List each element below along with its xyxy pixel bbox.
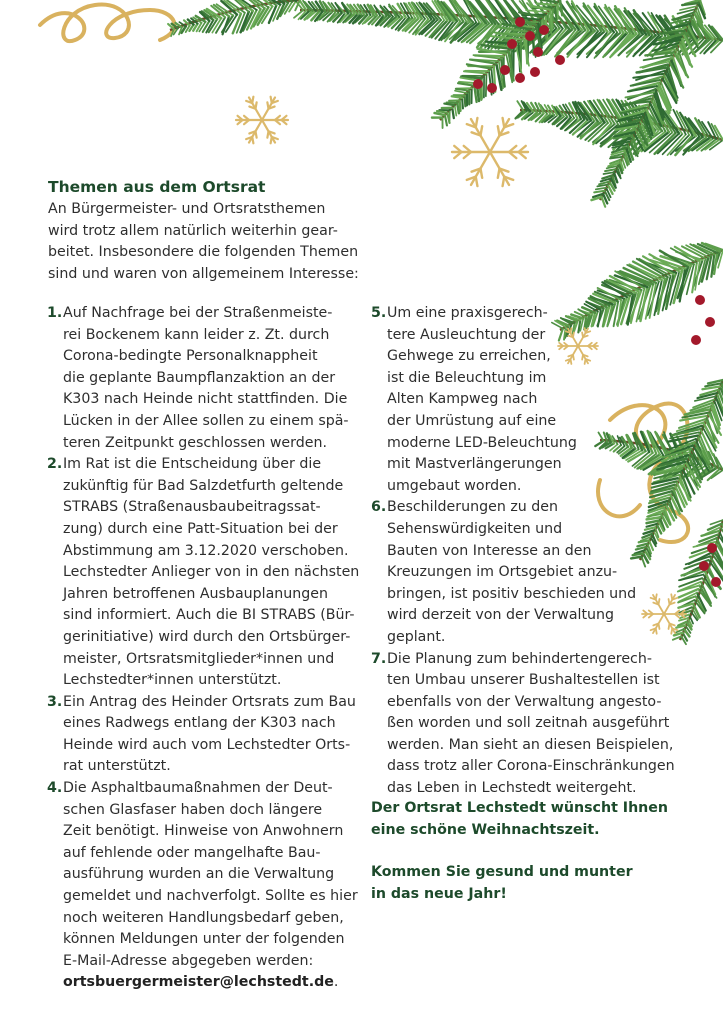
berry bbox=[691, 335, 701, 345]
item-text-line: gemeldet und nachverfolgt. Sollte es hier bbox=[63, 888, 358, 905]
item-text-line: tere Ausleuchtung der bbox=[387, 326, 546, 343]
item-text-line: ten Umbau unserer Bushaltestellen ist bbox=[387, 672, 660, 689]
email-address-link[interactable]: ortsbuergermeister@lechstedt.de bbox=[63, 974, 334, 991]
item-text-line: zukünftig für Bad Salzdetfurth geltende bbox=[63, 477, 344, 494]
gold-snowflake-icon bbox=[236, 97, 288, 144]
item-text-line: werden. Man sieht an diesen Beispielen, bbox=[387, 736, 674, 753]
section-heading: Themen aus dem Ortsrat bbox=[48, 178, 266, 196]
item-text-line: dass trotz aller Corona-Einschränkungen bbox=[387, 758, 675, 775]
berry bbox=[530, 67, 540, 77]
item-text-line: der Umrüstung auf eine bbox=[387, 412, 557, 429]
intro-paragraph bbox=[48, 199, 360, 285]
email-line bbox=[63, 972, 359, 994]
berry bbox=[695, 295, 705, 305]
item-number: 6. bbox=[371, 499, 387, 516]
item-text-line: wird derzeit von der Verwaltung bbox=[387, 607, 615, 624]
new-year-wish bbox=[371, 862, 633, 905]
item-number: 1. bbox=[47, 305, 63, 321]
topic-item bbox=[371, 649, 675, 800]
item-text-line: Die Asphaltbaumaßnahmen der Deut- bbox=[63, 780, 333, 797]
topic-item bbox=[47, 692, 359, 778]
item-text-line: Die Planung zum behindertengerech- bbox=[387, 650, 652, 667]
berry bbox=[507, 39, 517, 49]
item-text-line: umgebaut worden. bbox=[387, 477, 522, 494]
item-text-line: die geplante Baumpflanzaktion an der bbox=[63, 369, 336, 386]
item-text-line: Bauten von Interesse an den bbox=[387, 542, 592, 559]
item-text-line: Lechstedter*innen unterstützt. bbox=[63, 672, 282, 689]
item-text-line: rei Bockenem kann leider z. Zt. durch bbox=[63, 326, 330, 343]
new-year-line: Kommen Sie gesund und munter bbox=[371, 864, 633, 880]
intro-line: sind und waren von allgemeinem Interesse: bbox=[48, 265, 359, 282]
item-number: 2. bbox=[47, 456, 63, 473]
berry bbox=[487, 83, 497, 93]
item-text-line: Beschilderungen zu den bbox=[387, 499, 558, 516]
item-text-line: geplant. bbox=[387, 628, 446, 645]
item-text-line: ist die Beleuchtung im bbox=[387, 369, 547, 386]
berry bbox=[500, 65, 510, 75]
item-text-line: noch weiteren Handlungsbedarf geben, bbox=[63, 909, 344, 926]
item-text-line: rat unterstützt. bbox=[63, 758, 171, 775]
item-text-line: Um eine praxisgerech- bbox=[387, 305, 548, 321]
item-text-line: schen Glasfaser haben doch längere bbox=[63, 801, 323, 818]
berry bbox=[707, 543, 717, 553]
wish-line: eine schöne Weihnachtszeit. bbox=[371, 821, 600, 838]
item-text-line: Ein Antrag des Heinder Ortsrats zum Bau bbox=[63, 693, 356, 710]
intro-line: beitet. Insbesondere die folgenden Themen bbox=[48, 244, 359, 261]
berry bbox=[705, 317, 715, 327]
berry bbox=[711, 577, 721, 587]
item-text-line: Gehwege zu erreichen, bbox=[387, 348, 551, 365]
item-text-line: Heinde wird auch vom Lechstedter Orts- bbox=[63, 736, 351, 753]
berry bbox=[473, 79, 483, 89]
gold-ribbon-curl bbox=[40, 5, 174, 42]
gold-snowflake-icon bbox=[452, 118, 528, 186]
item-text-line: K303 nach Heinde nicht stattfinden. Die bbox=[63, 391, 348, 408]
berry bbox=[515, 73, 525, 83]
item-number: 5. bbox=[371, 305, 387, 321]
item-text-line: Abstimmung am 3.12.2020 verschoben. bbox=[63, 542, 349, 559]
topic-list-right bbox=[371, 303, 675, 800]
berry bbox=[533, 47, 543, 57]
wish-line: Der Ortsrat Lechstedt wünscht Ihnen bbox=[371, 800, 668, 816]
berry bbox=[699, 561, 709, 571]
item-text-line: eines Radwegs entlang der K303 nach bbox=[63, 715, 336, 732]
christmas-wish bbox=[371, 798, 668, 841]
item-text-line: Sehenswürdigkeiten und bbox=[387, 520, 563, 537]
item-text-line: Lücken in der Allee sollen zu einem spä- bbox=[63, 412, 349, 429]
intro-line: wird trotz allem natürlich weiterhin gear- bbox=[48, 222, 338, 239]
item-text-line: Jahren betroffenen Ausbauplanungen bbox=[63, 585, 328, 602]
berry bbox=[525, 31, 535, 41]
item-text-line: Im Rat ist die Entscheidung über die bbox=[63, 456, 322, 473]
item-text-line: teren Zeitpunkt geschlossen werden. bbox=[63, 434, 327, 451]
topic-item bbox=[371, 303, 675, 497]
item-text-line: Zeit benötigt. Hinweise von Anwohnern bbox=[63, 823, 344, 840]
item-text-line: STRABS (Straßenausbaubeitragssat- bbox=[63, 499, 321, 516]
item-number: 4. bbox=[47, 780, 63, 797]
topic-item bbox=[47, 778, 359, 994]
item-number: 7. bbox=[371, 650, 387, 667]
item-text-line: zung) durch eine Patt-Situation bei der bbox=[63, 520, 338, 537]
item-text-line: Lechstedter Anlieger von in den nächsten bbox=[63, 564, 360, 581]
new-year-line: in das neue Jahr! bbox=[371, 885, 507, 902]
topic-item bbox=[47, 454, 359, 692]
item-text-line: können Meldungen unter der folgenden bbox=[63, 931, 345, 948]
berry bbox=[515, 17, 525, 27]
item-text-line: ausführung wurden an die Verwaltung bbox=[63, 866, 335, 883]
item-text-line: Alten Kampweg nach bbox=[387, 391, 538, 408]
item-text-line: mit Mastverlängerungen bbox=[387, 456, 562, 473]
item-text-line: ebenfalls von der Verwaltung angesto- bbox=[387, 693, 662, 710]
item-text-line: ßen worden und soll zeitnah ausgeführt bbox=[387, 715, 670, 732]
topic-list-left bbox=[47, 303, 359, 994]
item-text-line: moderne LED-Beleuchtung bbox=[387, 434, 577, 451]
berry bbox=[539, 25, 549, 35]
item-text-line: bringen, ist positiv beschieden und bbox=[387, 585, 637, 602]
item-text-line: sind informiert. Auch die BI STRABS (Bür- bbox=[63, 607, 355, 624]
item-text-line: Kreuzungen im Ortsgebiet anzu- bbox=[387, 564, 618, 581]
item-number: 3. bbox=[47, 693, 63, 710]
item-text-line: das Leben in Lechstedt weitergeht. bbox=[387, 780, 637, 797]
item-text-line: auf fehlende oder mangelhafte Bau- bbox=[63, 844, 321, 861]
topic-item bbox=[47, 303, 359, 454]
item-text-line: Corona-bedingte Personalknappheit bbox=[63, 348, 318, 365]
berry bbox=[555, 55, 565, 65]
item-text-line: gerinitiative) wird durch den Ortsbürger- bbox=[63, 628, 351, 645]
topic-item bbox=[371, 497, 675, 648]
fir-branch bbox=[168, 0, 300, 36]
intro-line: An Bürgermeister- und Ortsratsthemen bbox=[48, 201, 326, 217]
item-text-line: Auf Nachfrage bei der Straßenmeiste- bbox=[63, 305, 333, 321]
email-punctuation: . bbox=[333, 974, 339, 991]
item-text-line: E-Mail-Adresse abgegeben werden: bbox=[63, 952, 314, 969]
item-text-line: meister, Ortsratsmitglieder*innen und bbox=[63, 650, 335, 667]
